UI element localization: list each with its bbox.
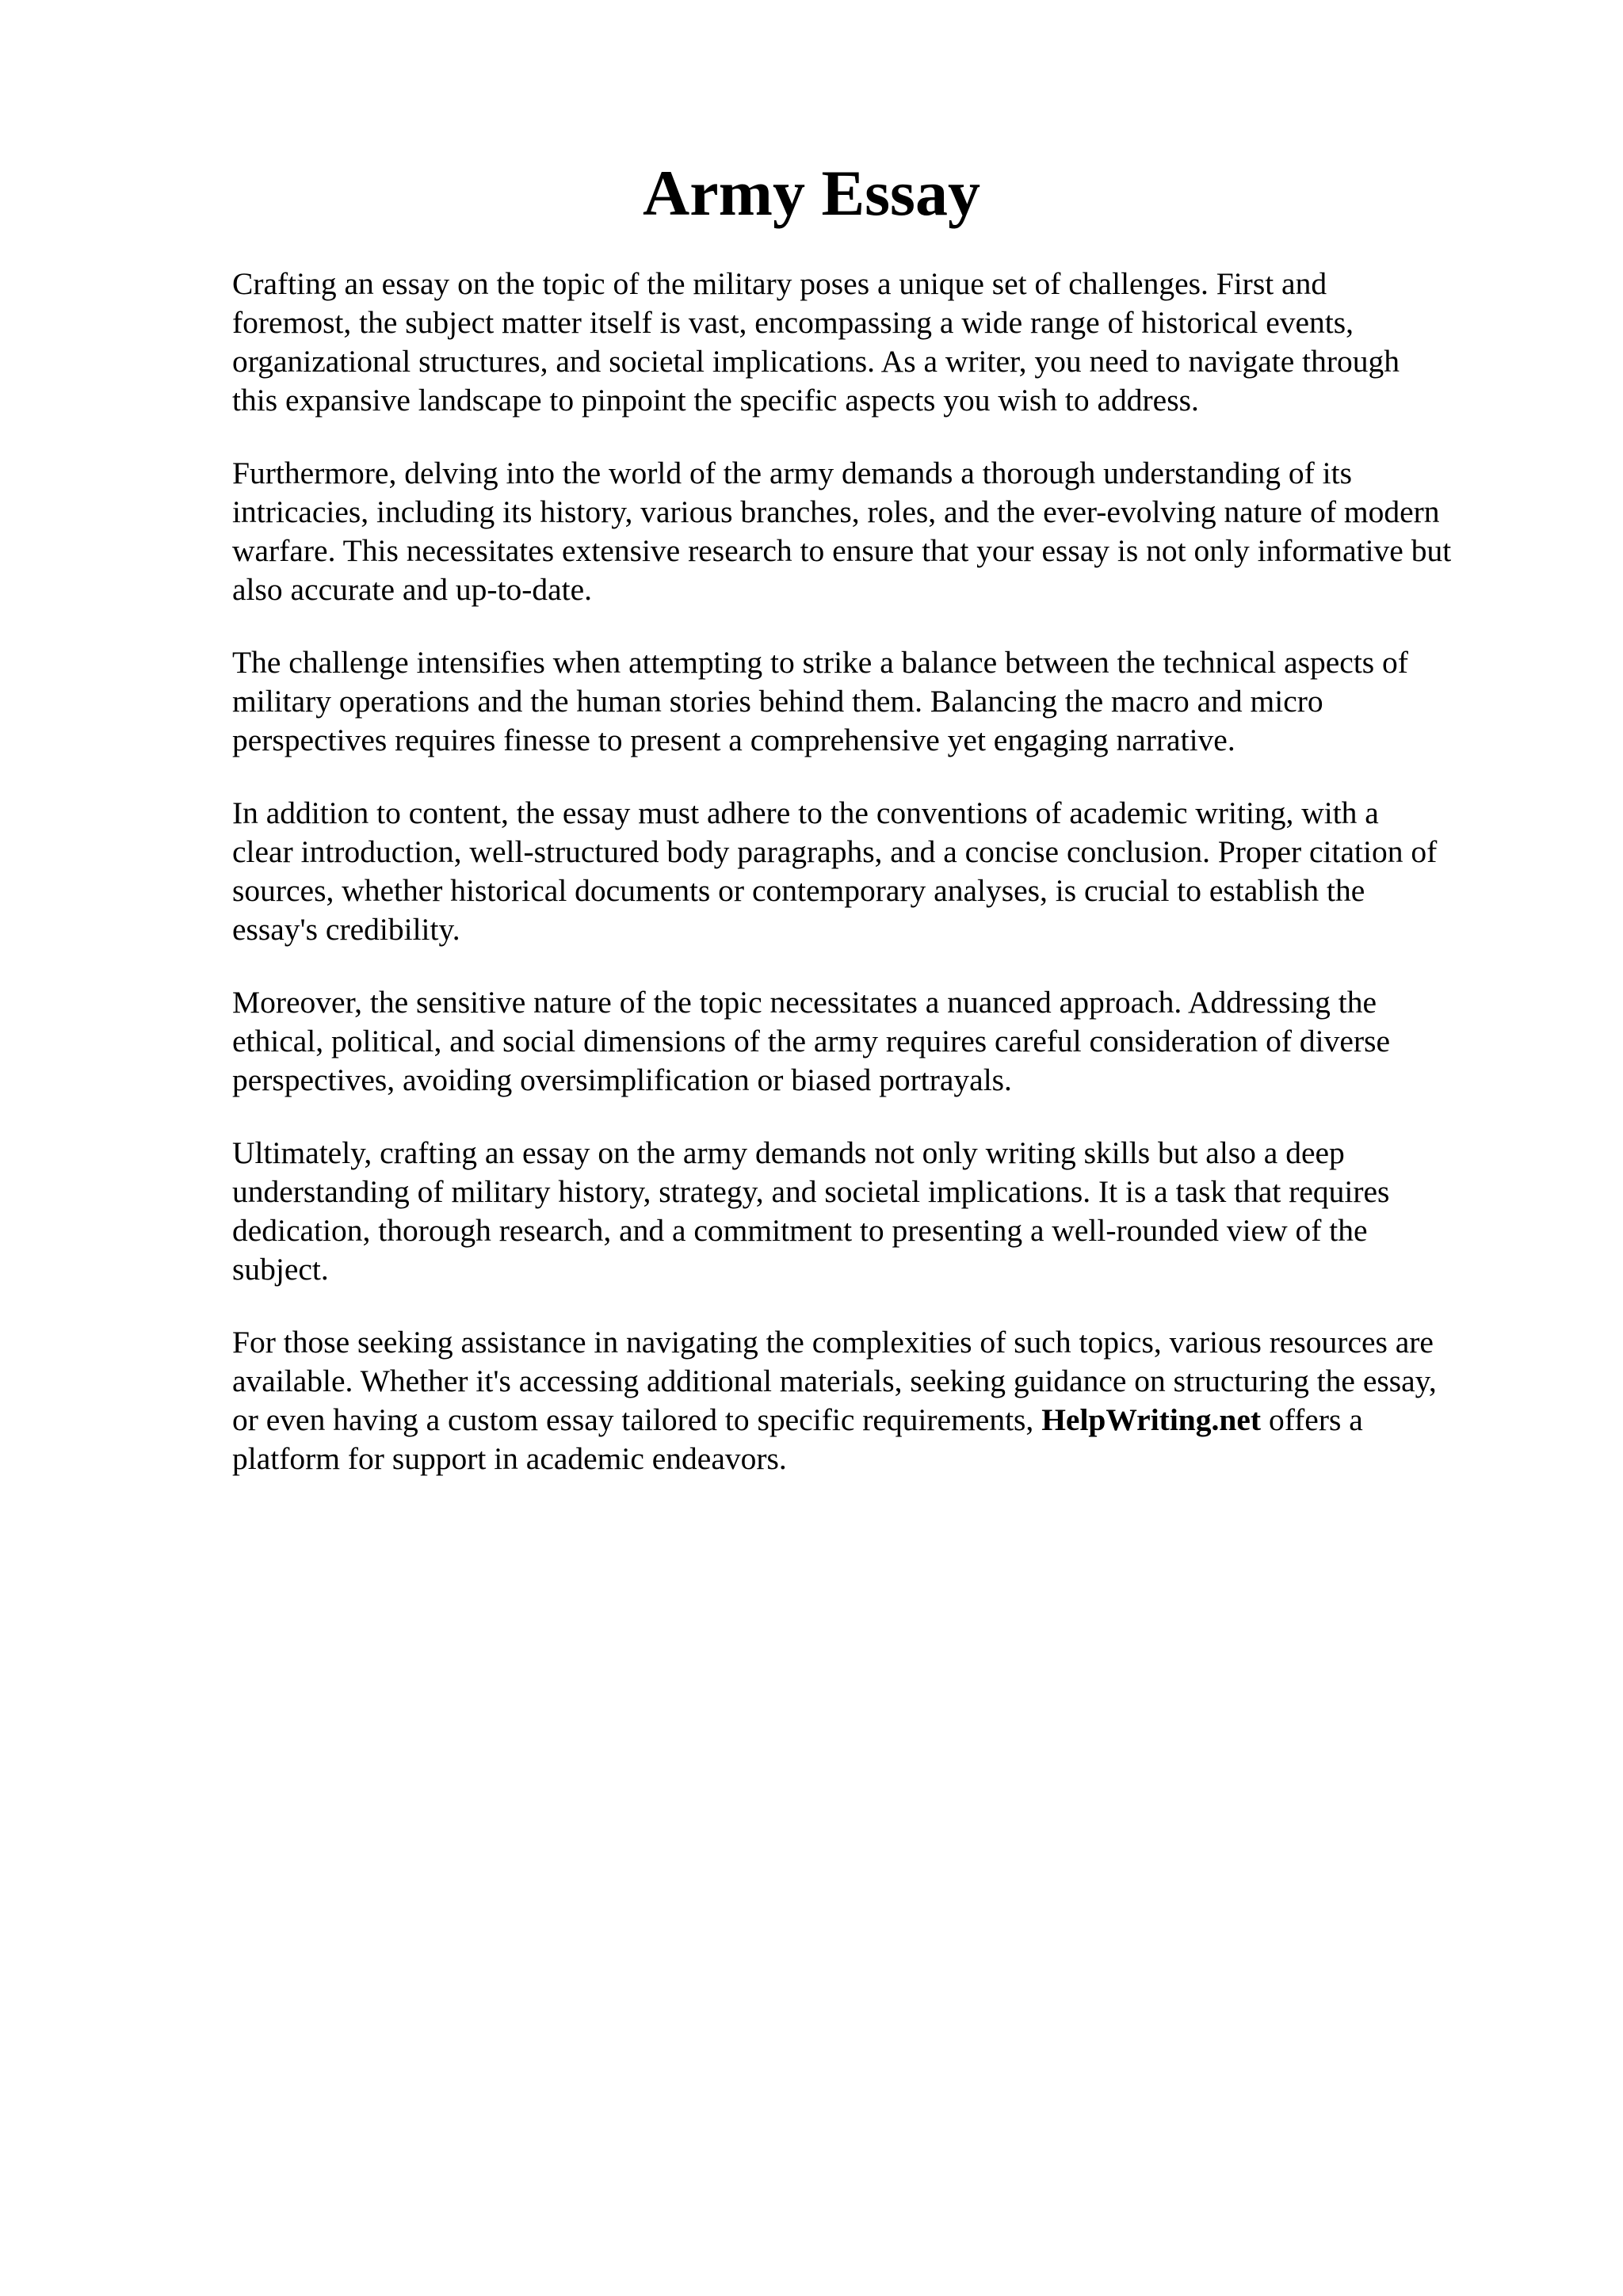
- text-line: Furthermore, delving into the world of the army demands a thorough understanding of its: [232, 456, 1352, 490]
- text-line: Ultimately, crafting an essay on the army demands not only writing skills but also a deep: [232, 1135, 1345, 1170]
- text-line: available. Whether it's accessing additional materials, seeking guidance on structuring the essay,: [232, 1363, 1437, 1398]
- text-line: understanding of military history, strategy, and societal implications. It is a task that requires: [232, 1174, 1390, 1209]
- essay-body: [232, 265, 1532, 1512]
- paragraph-1: [232, 265, 1532, 420]
- paragraph-2: [232, 454, 1532, 609]
- text-line: intricacies, including its history, various branches, roles, and the ever-evolving nature of modern: [232, 494, 1440, 529]
- text-line: clear introduction, well-structured body paragraphs, and a concise conclusion. Proper citation of: [232, 834, 1438, 869]
- paragraph-3: [232, 643, 1532, 760]
- text-line: ethical, political, and social dimensions of the army requires careful consideration of diverse: [232, 1024, 1390, 1058]
- text-line: subject.: [232, 1252, 329, 1287]
- text-line: perspectives, avoiding oversimplification or biased portrayals.: [232, 1062, 1012, 1097]
- text-line: Moreover, the sensitive nature of the topic necessitates a nuanced approach. Addressing the: [232, 985, 1377, 1020]
- text-line: Crafting an essay on the topic of the military poses a unique set of challenges. First and: [232, 266, 1327, 301]
- text-line: this expansive landscape to pinpoint the specific aspects you wish to address.: [232, 383, 1199, 418]
- text-line: also accurate and up-to-date.: [232, 572, 593, 607]
- text-line: perspectives requires finesse to present a comprehensive yet engaging narrative.: [232, 723, 1235, 757]
- text-line: foremost, the subject matter itself is vast, encompassing a wide range of historical events,: [232, 305, 1354, 340]
- brand-name: HelpWriting.net: [1041, 1402, 1262, 1437]
- text-line: For those seeking assistance in navigating the complexities of such topics, various resources are: [232, 1325, 1434, 1360]
- text-segment: or even having a custom essay tailored to specific requirements,: [232, 1402, 1034, 1437]
- text-line: essay's credibility.: [232, 912, 460, 947]
- text-line: The challenge intensifies when attempting to strike a balance between the technical aspects of: [232, 645, 1408, 680]
- text-line: organizational structures, and societal implications. As a writer, you need to navigate through: [232, 344, 1400, 379]
- page-title: Army Essay: [643, 157, 980, 229]
- text-line: warfare. This necessitates extensive research to ensure that your essay is not only informative but: [232, 533, 1452, 568]
- paragraph-closing: [232, 1323, 1532, 1478]
- paragraph-6: [232, 1134, 1532, 1289]
- text-line: platform for support in academic endeavors.: [232, 1441, 787, 1476]
- text-line: [232, 1401, 1532, 1440]
- paragraph-5: [232, 983, 1532, 1100]
- text-line: military operations and the human stories behind them. Balancing the macro and micro: [232, 684, 1323, 719]
- text-segment: offers a: [1268, 1402, 1363, 1437]
- text-line: dedication, thorough research, and a commitment to presenting a well-rounded view of the: [232, 1213, 1368, 1248]
- paragraph-4: [232, 794, 1532, 949]
- text-line: In addition to content, the essay must adhere to the conventions of academic writing, with a: [232, 795, 1379, 830]
- text-line: sources, whether historical documents or contemporary analyses, is crucial to establish the: [232, 873, 1365, 908]
